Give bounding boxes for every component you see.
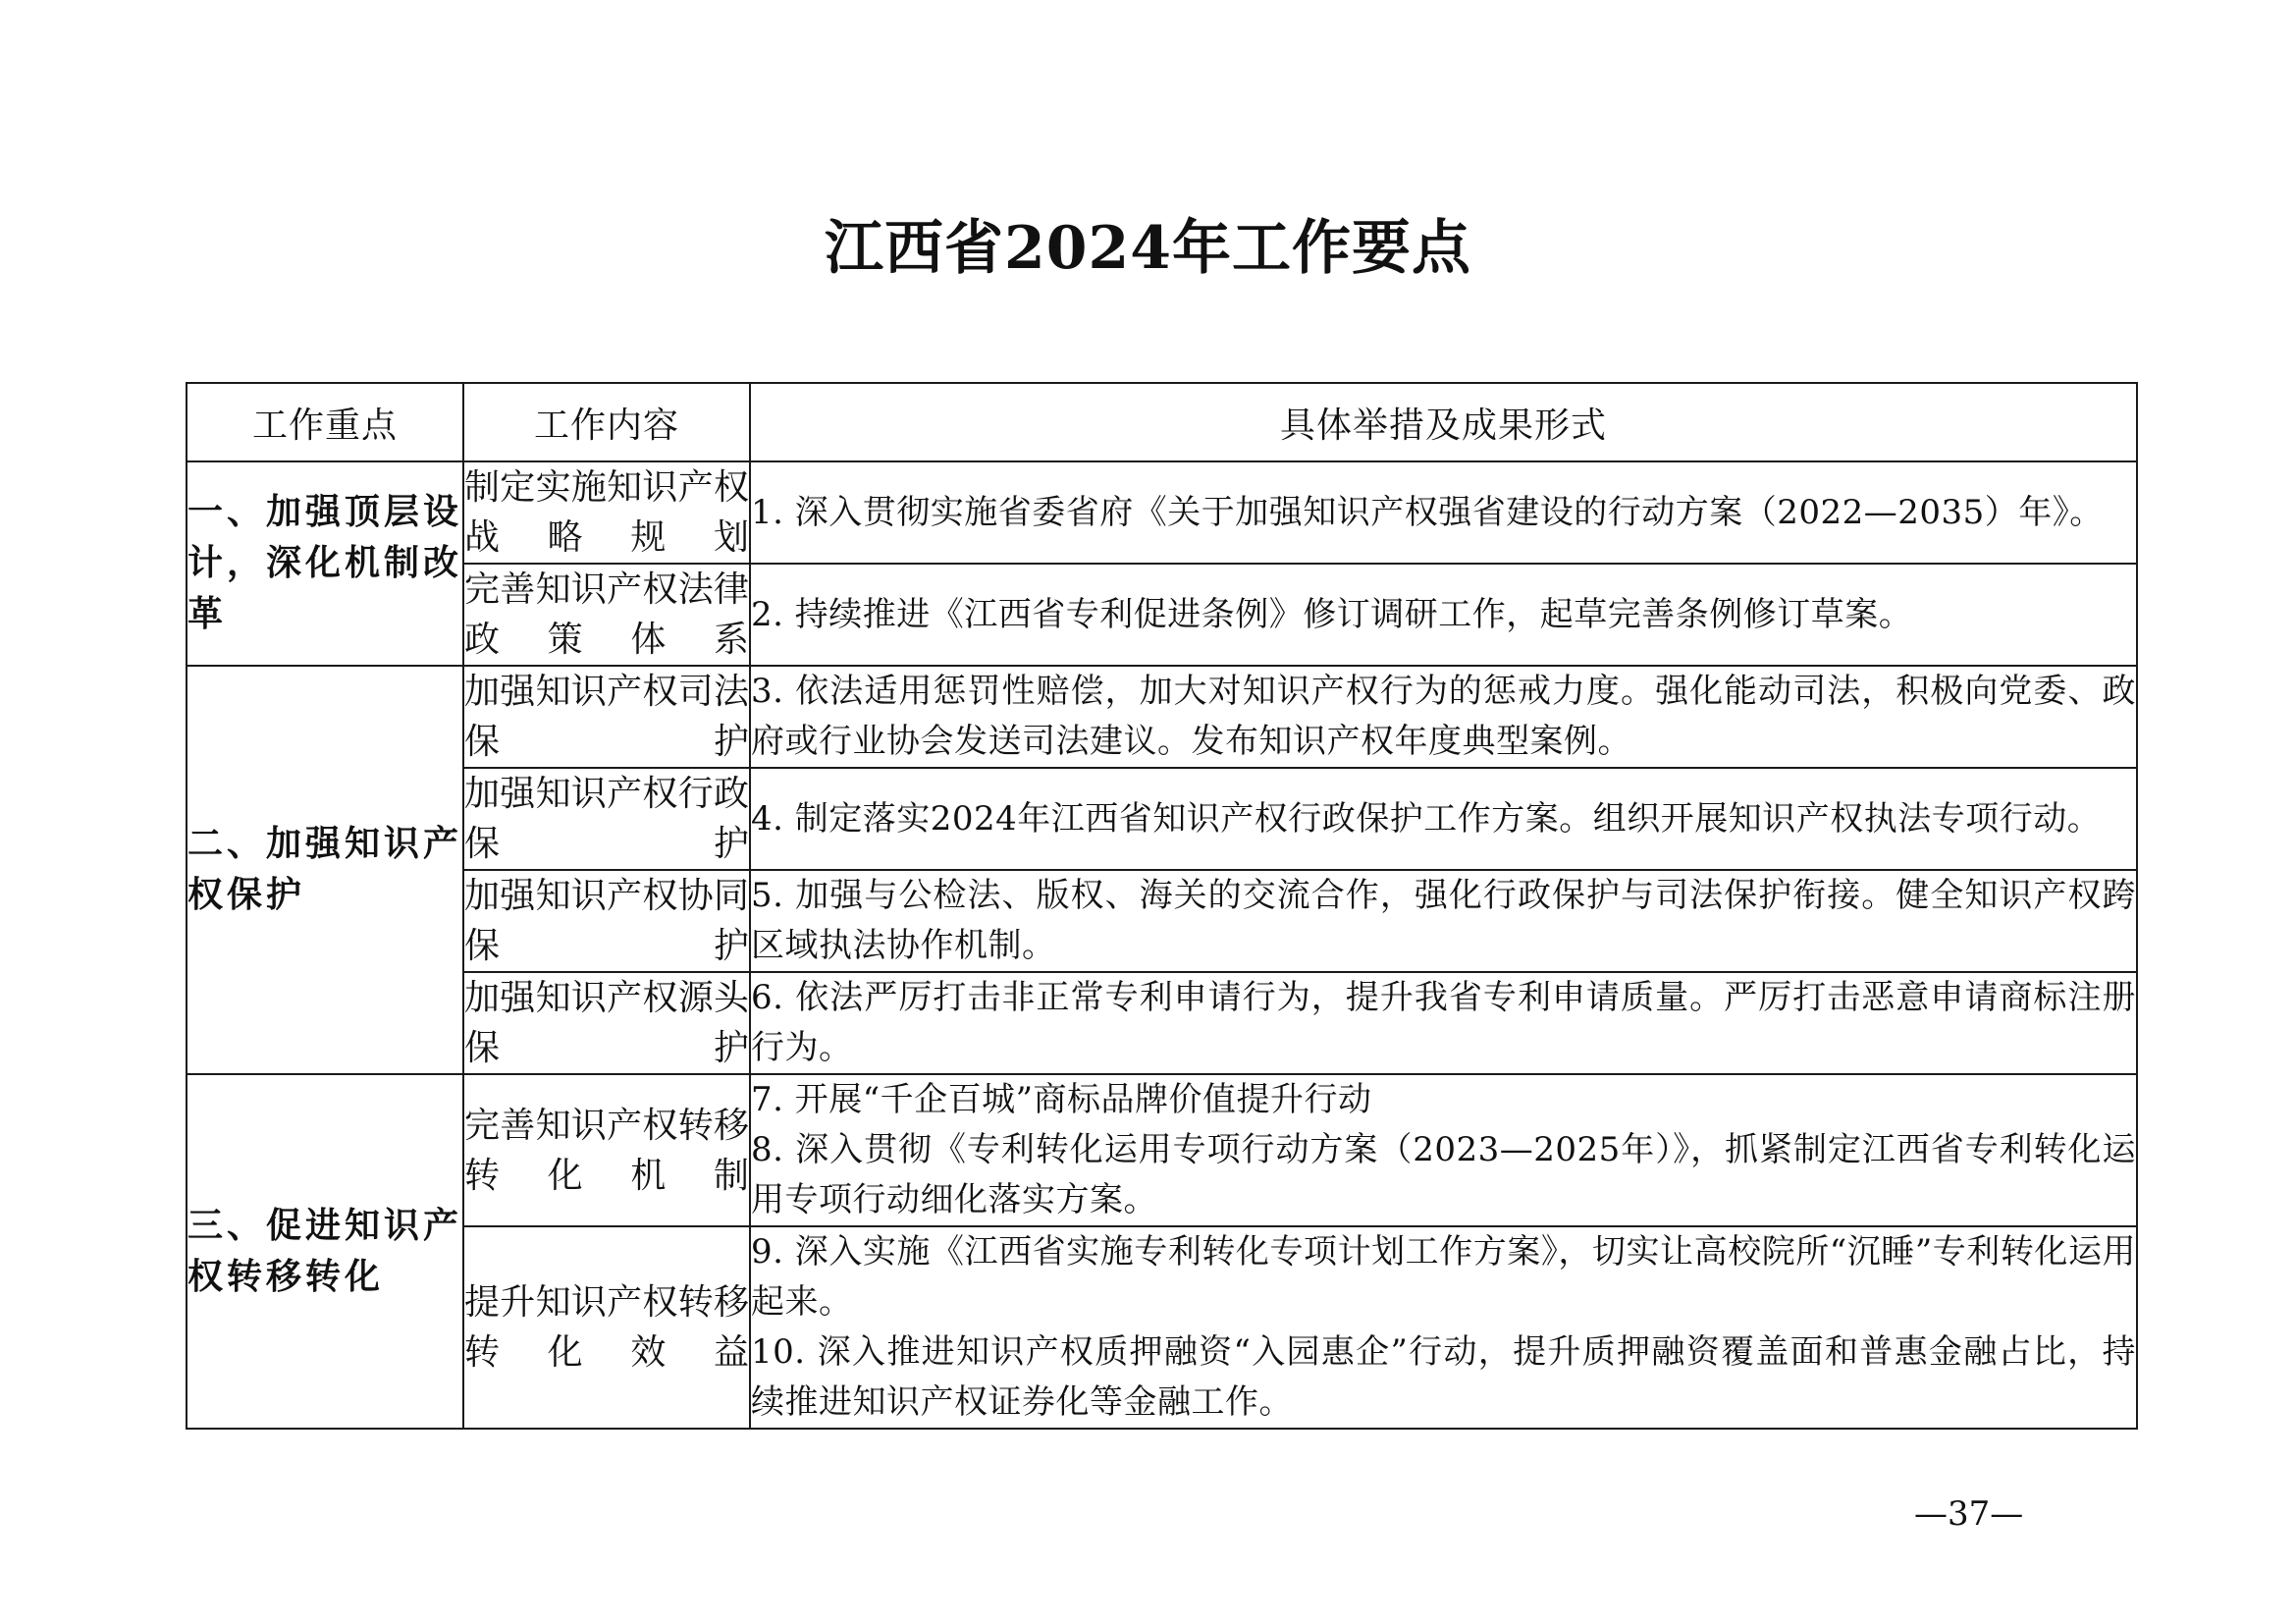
table-row [187,768,2137,870]
table-header-row [187,383,2137,461]
group-key-cell: 一、加强顶层设计，深化机制改革 [187,461,463,666]
measures-cell [750,1074,2137,1226]
measure-item: 6. 依法严厉打击非正常专利申请行为，提升我省专利申请质量。严厉打击恶意申请商标注册行为。 [751,978,2136,1067]
table-row [187,564,2137,666]
measures-cell [750,666,2137,768]
measure-item: 2. 持续推进《江西省专利促进条例》修订调研工作，起草完善条例修订草案。 [751,594,1913,634]
measures-cell [750,972,2137,1074]
table-row [187,1226,2137,1429]
measure-item: 8. 深入贯彻《专利转化运用专项行动方案（2023—2025年）》，抓紧制定江西省专利转化运用专项行动细化落实方案。 [751,1130,2136,1219]
measure-item: 4. 制定落实2024年江西省知识产权行政保护工作方案。组织开展知识产权执法专项行动。 [751,798,2102,839]
work-content-cell: 提升知识产权转移转化效益 [463,1226,750,1429]
measure-item: 10. 深入推进知识产权质押融资“入园惠企”行动，提升质押融资覆盖面和普惠金融占比，持续推进知识产权证券化等金融工作。 [751,1332,2136,1422]
measure-item: 7. 开展“千企百城”商标品牌价值提升行动 [751,1080,1372,1119]
header-work-content: 工作内容 [463,383,750,461]
measure-item: 1. 深入贯彻实施省委省府《关于加强知识产权强省建设的行动方案（2022—2035）年》。 [751,492,2104,532]
measures-cell [750,461,2137,564]
work-content-cell: 完善知识产权法律政策体系 [463,564,750,666]
table-row [187,461,2137,564]
work-content-cell: 加强知识产权源头保护 [463,972,750,1074]
group-key-cell: 三、促进知识产权转移转化 [187,1074,463,1429]
table-row [187,1074,2137,1226]
measures-cell [750,768,2137,870]
header-key-focus: 工作重点 [187,383,463,461]
header-measures: 具体举措及成果形式 [750,383,2137,461]
table-row [187,972,2137,1074]
table-row [187,666,2137,768]
measures-cell [750,1226,2137,1429]
measures-cell [750,564,2137,666]
measures-cell [750,870,2137,972]
measure-item: 5. 加强与公检法、版权、海关的交流合作，强化行政保护与司法保护衔接。健全知识产权跨区域执法协作机制。 [751,876,2136,965]
page-title: 江西省2024年工作要点 [825,214,1471,283]
group-key-cell: 二、加强知识产权保护 [187,666,463,1074]
table-row [187,870,2137,972]
work-content-cell: 加强知识产权行政保护 [463,768,750,870]
page-number: —37— [1914,1494,2024,1534]
work-plan-table [186,382,2138,1430]
work-content-cell: 加强知识产权协同保护 [463,870,750,972]
work-content-cell: 完善知识产权转移转化机制 [463,1074,750,1226]
work-content-cell: 加强知识产权司法保护 [463,666,750,768]
measure-item: 9. 深入实施《江西省实施专利转化专项计划工作方案》，切实让高校院所“沉睡”专利转化运用起来。 [751,1232,2136,1322]
work-content-cell: 制定实施知识产权战略规划 [463,461,750,564]
measure-item: 3. 依法适用惩罚性赔偿，加大对知识产权行为的惩戒力度。强化能动司法，积极向党委、政府或行业协会发送司法建议。发布知识产权年度典型案例。 [751,672,2136,761]
